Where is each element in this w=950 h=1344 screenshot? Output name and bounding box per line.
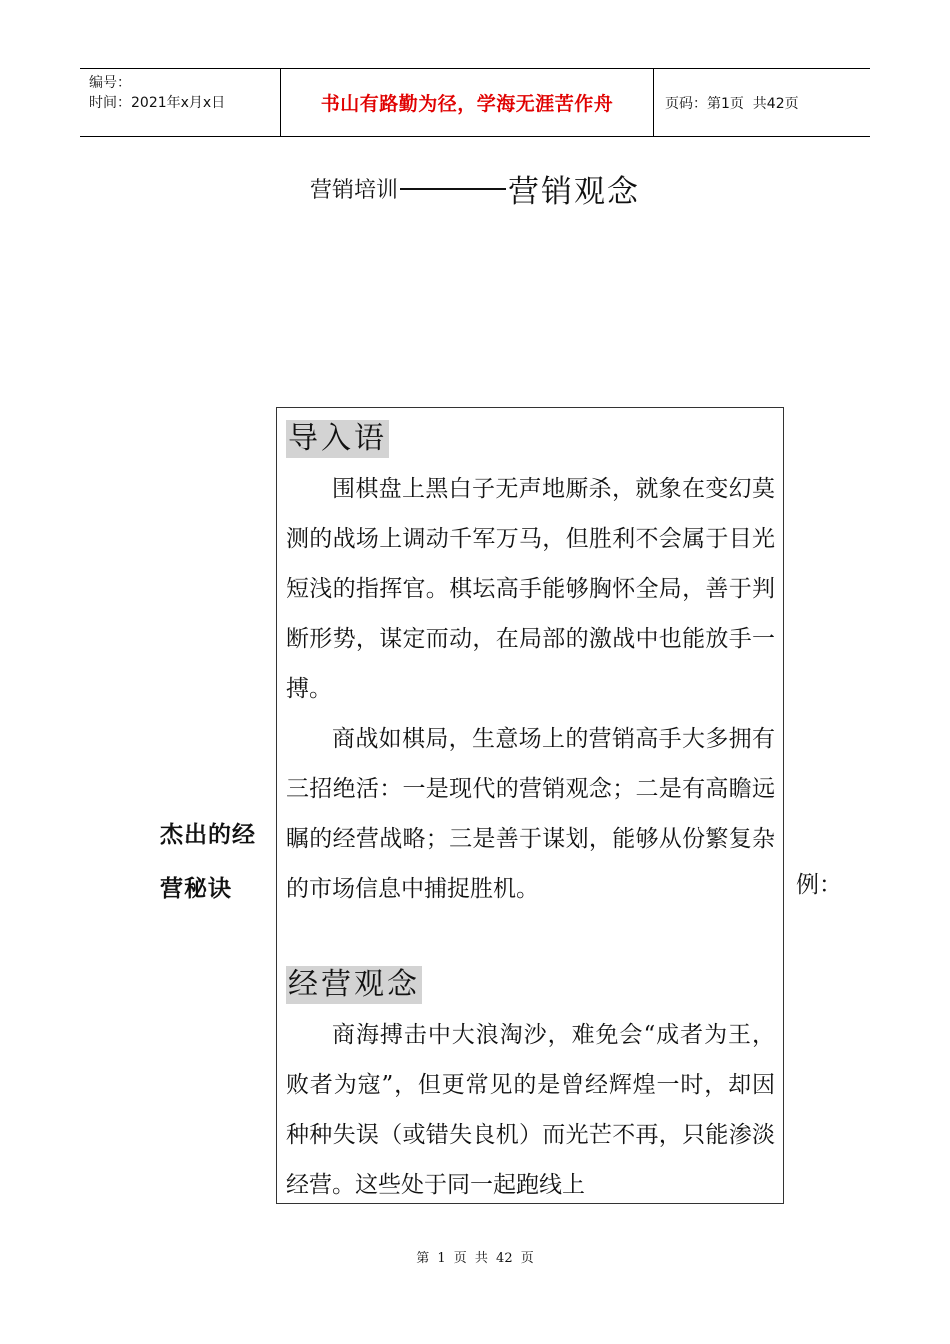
left-label-line2: 营秘诀	[160, 876, 232, 902]
section-spacer	[286, 914, 775, 962]
content-box	[276, 407, 784, 1204]
number-label: 编号：	[89, 75, 131, 91]
header-page-cell	[654, 69, 870, 136]
left-label	[160, 808, 272, 916]
paragraph: 围棋盘上黑白子无声地厮杀，就象在变幻莫测的战场上调动千军万马，但胜利不会属于目光短浅的指挥官。棋坛高手能够胸怀全局，善于判断形势，谋定而动，在局部的激战中也能放手一搏。	[286, 476, 775, 702]
paragraph: 商海搏击中大浪淘沙，难免会“成者为王，败者为寇”，但更常见的是曾经辉煌一时，却因种种失误（或错失良机）而光芒不再，只能渗淡经营。这些处于同一起跑线上	[286, 1022, 775, 1198]
motto-text: 书山有路勤为径，学海无涯苦作舟	[320, 93, 614, 115]
paragraph: 商战如棋局，生意场上的营销高手大多拥有三招绝活：一是现代的营销观念；二是有高瞻远瞩的经营战略；三是善于谋划，能够从份繁复杂的市场信息中捕捉胜机。	[286, 726, 775, 902]
time-label: 时间：2021年x月x日	[89, 95, 226, 111]
left-label-line1: 杰出的经	[160, 822, 256, 848]
page-title	[0, 166, 950, 211]
section-heading-intro: 导入语	[288, 421, 387, 456]
page-info: 页码：第1页 共42页	[665, 95, 799, 112]
title-main: 营销观念	[508, 174, 640, 210]
page-footer: 第 1 页 共 42 页	[416, 1251, 534, 1266]
header-table	[80, 68, 870, 137]
header-meta-cell	[80, 69, 281, 136]
section-heading-concept: 经营观念	[288, 967, 420, 1002]
right-label: 例：	[796, 872, 842, 898]
header-motto-cell	[281, 69, 654, 136]
title-dash	[400, 188, 506, 190]
title-prefix: 营销培训	[309, 178, 398, 203]
